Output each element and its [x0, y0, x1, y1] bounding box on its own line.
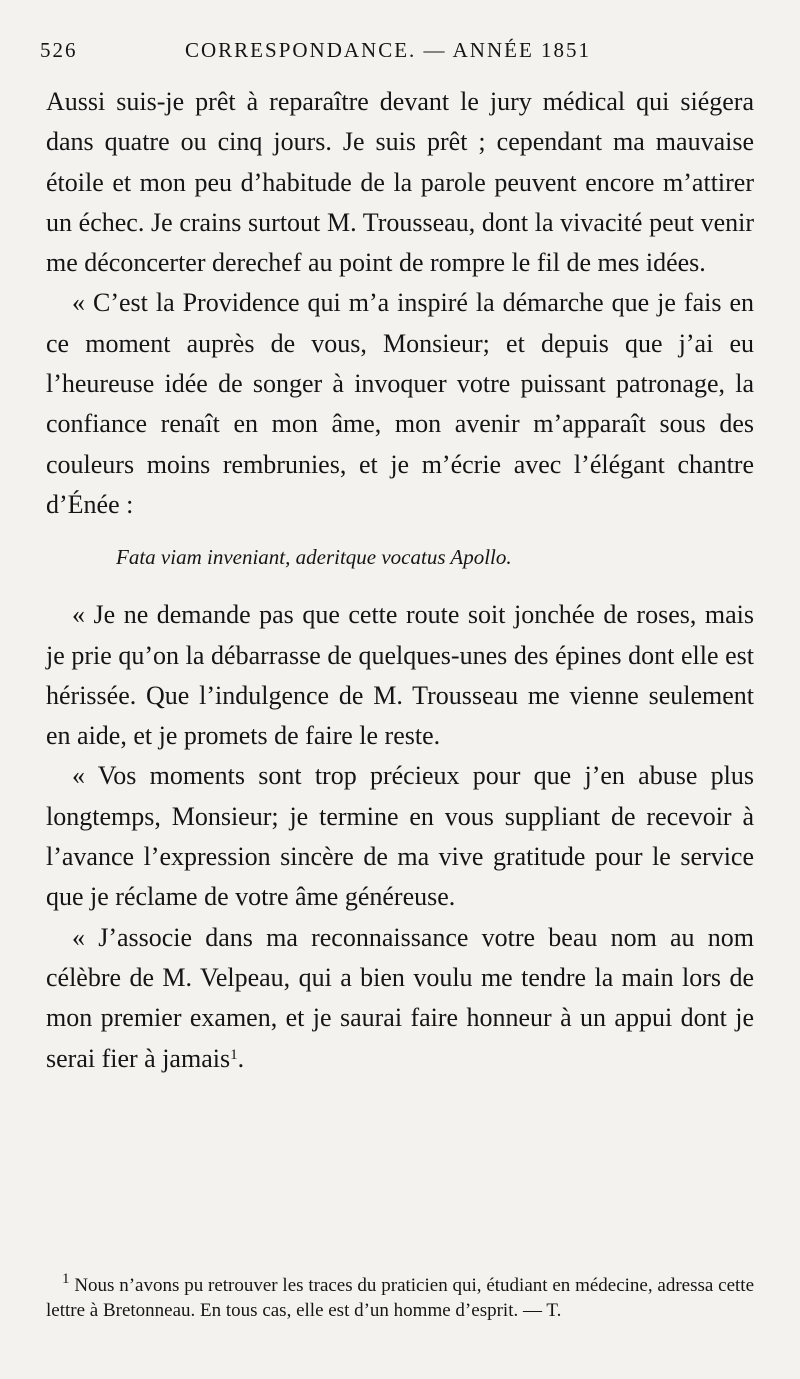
paragraph-4: « Vos moments sont trop précieux pour que j’en abuse plus longtemps, Monsieur; je termine en vous suppliant de recevoir à l’avance l’expression sincère de ma vive gratitude pour le service que je réclame de votre âme généreuse.	[46, 761, 754, 912]
paragraph-1: Aussi suis-je prêt à reparaître devant le jury médical qui siégera dans quatre ou cinq jours. Je suis prêt ; cependant ma mauvaise étoile et mon peu d’habitude de la parole peuvent encore m’attirer un échec. Je crains surtout M. Trousseau, dont la vivacité peut venir me déconcerter derechef au point de rompre le fil de mes idées.	[46, 87, 754, 278]
paragraph-5-end: .	[237, 1043, 245, 1073]
page-number: 526	[40, 38, 78, 62]
footnote-reference[interactable]: 1	[230, 1046, 238, 1063]
paragraph-3: « Je ne demande pas que cette route soit jonchée de roses, mais je prie qu’on la débarrasse de quelques-unes des épines dont elle est hérissée. Que l’indulgence de M. Trousseau me vienne seulement en aide, et je promets de faire le reste.	[46, 600, 754, 751]
footnote-text: Nous n’avons pu retrouver les traces du praticien qui, étudiant en médecine, adressa cette lettre à Bretonneau. En tous cas, elle est d’un homme d’esprit. — T.	[46, 1275, 754, 1321]
footnote-1	[46, 1273, 754, 1323]
running-title: CORRESPONDANCE. — ANNÉE 1851	[185, 38, 592, 62]
latin-verse: Fata viam inveniant, aderitque vocatus Apollo.	[116, 545, 512, 570]
running-head	[40, 38, 754, 68]
body-text	[46, 82, 754, 1079]
footnotes	[46, 1273, 754, 1323]
paragraph-5	[46, 918, 754, 1079]
footnote-marker: 1	[62, 1271, 70, 1287]
paragraph-5-text: « J’associe dans ma reconnaissance votre beau nom au nom célèbre de M. Velpeau, qui a bien voulu me tendre la main lors de mon premier examen, et je saurai faire honneur à un appui dont je serai fier à jamais	[46, 922, 754, 1073]
paragraph-2: « C’est la Providence qui m’a inspiré la démarche que je fais en ce moment auprès de vous, Monsieur; et depuis que j’ai eu l’heureuse idée de songer à invoquer votre puissant patronage, la confiance renaît en mon âme, mon avenir m’apparaît sous des couleurs moins rembrunies, et je m’écrie avec l’élégant chantre d’Énée :	[46, 288, 754, 519]
